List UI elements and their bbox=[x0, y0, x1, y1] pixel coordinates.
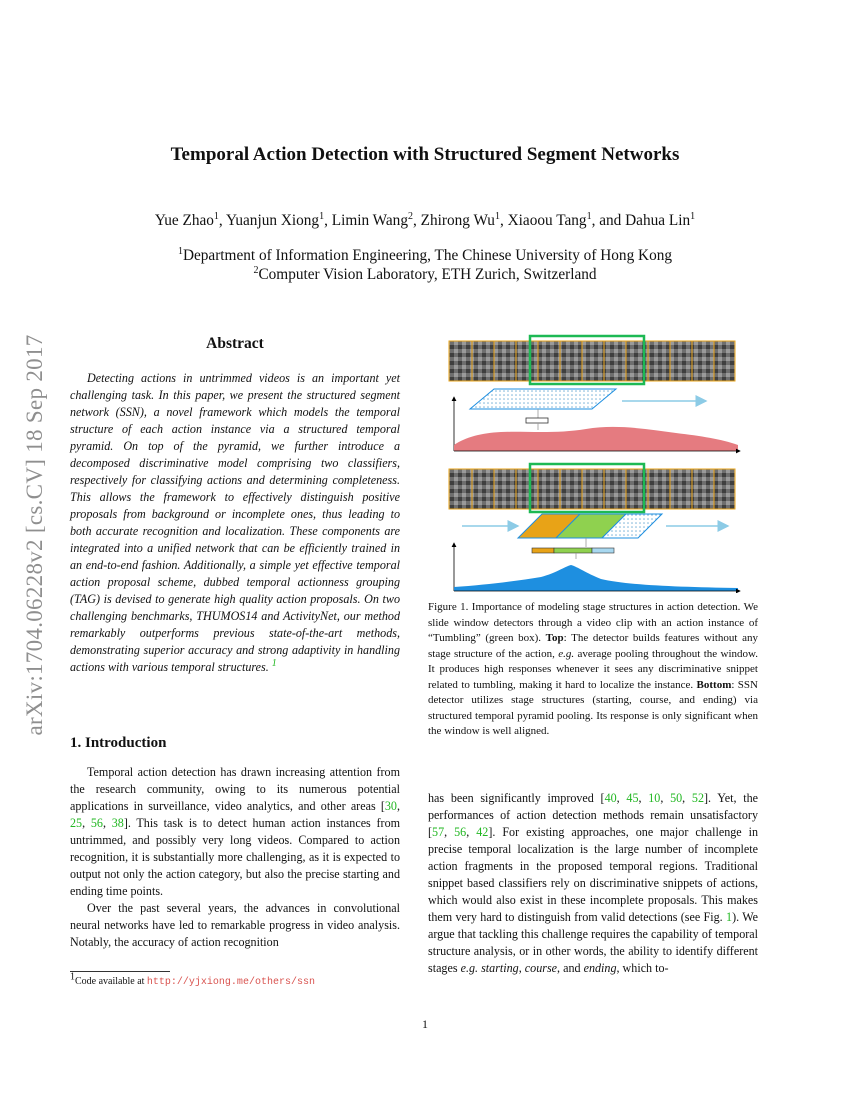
footnote-num: 1 bbox=[70, 971, 75, 983]
author: Dahua Lin bbox=[625, 212, 691, 229]
intro-left-column bbox=[70, 764, 400, 951]
author-aff: 2 bbox=[407, 210, 413, 222]
abstract-body bbox=[70, 370, 400, 676]
affiliation-num: 1 bbox=[177, 245, 183, 257]
top-frame-strip bbox=[449, 336, 735, 384]
pool-course bbox=[554, 548, 592, 553]
text-run: Importance of modeling stage structures in action detection. We slide window detectors through a video clip with an action instance of “Tumbling” (green box). bbox=[428, 601, 758, 644]
author-sep: , bbox=[412, 212, 421, 229]
pool-ending bbox=[592, 548, 614, 553]
text-run: average pooling throughout the window. It produces high responses whenever it sees any discriminative snippet related to tumbling, making it hard to localize the instance. bbox=[428, 647, 758, 691]
text-run: , and bbox=[557, 961, 584, 975]
citation-link[interactable]: 56 bbox=[454, 825, 467, 839]
intro-paragraph-2: Over the past several years, the advances in convolutional neural networks have led to remarkable progress in video analysis. Notably, the accuracy of action recognition bbox=[70, 901, 400, 949]
author: Yuanjun Xiong bbox=[226, 212, 320, 229]
author-aff: 1 bbox=[690, 210, 696, 222]
footnote-link[interactable]: 1 bbox=[271, 657, 277, 669]
figure-1-caption bbox=[428, 600, 758, 740]
citation-link[interactable]: 50 bbox=[670, 791, 683, 805]
code-url-link[interactable]: http://yjxiong.me/others/ssn bbox=[146, 977, 315, 988]
caption-label: Figure 1. bbox=[428, 601, 469, 613]
pool-starting bbox=[532, 548, 554, 553]
affiliation-text: Computer Vision Laboratory, ETH Zurich, Switzerland bbox=[258, 266, 597, 283]
text-run: ]. For existing approaches, one major challenge in precise temporal localization is the large number of incomplete action fragments in the proposed temporal regions. Traditional snippet based classifiers rely on discriminative snippets of actions, which would also exist in these incomplete proposals. This makes them very hard to distinguish from valid detections (see Fig. bbox=[428, 825, 759, 924]
section-heading-introduction: 1. Introduction bbox=[70, 735, 167, 751]
footnote-text: Code available at bbox=[75, 976, 147, 987]
affiliation-2 bbox=[0, 266, 850, 284]
footnote-divider bbox=[70, 971, 170, 972]
footnote bbox=[70, 971, 315, 988]
text-run: ). We argue that tackling this challenge requires the capability of temporal structure analysis, or in other words, the ability to identify different stages bbox=[428, 910, 759, 975]
author-aff: 1 bbox=[319, 210, 325, 222]
citation-link[interactable]: 42 bbox=[476, 825, 489, 839]
text-run: e.g. bbox=[460, 961, 479, 975]
citation-link[interactable]: 56 bbox=[90, 816, 103, 830]
affiliation-text: Department of Information Engineering, The Chinese University of Hong Kong bbox=[182, 247, 673, 264]
abstract-text: Detecting actions in untrimmed videos is an important yet challenging task. In this paper, we present the structured segment network (SSN), a novel framework which models the temporal structure of each action instance via a structured temporal pyramid. On top of the pyramid, we further introduce a decomposed discriminative model comprising two classifiers, respectively for classifying actions and determining completeness. This allows the framework to effectively distinguish positive proposals from background or incomplete ones, thus leading to both accurate recognition and localization. These components are integrated into a unified network that can be efficiently trained in an end-to-end fashion. Additionally, a simple yet effective temporal action proposal scheme, dubbed temporal actionness grouping (TAG) is devised to generate high quality action proposals. On two challenging benchmarks, THUMOS14 and ActivityNet, our method remarkably outperforms previous state-of-the-art methods, demonstrating superior accuracy and strong adaptivity in handling actions with various temporal structures. bbox=[70, 371, 400, 674]
author-sep: , bbox=[324, 212, 332, 229]
page-number: 1 bbox=[422, 1017, 428, 1031]
citation-link[interactable]: 45 bbox=[626, 791, 639, 805]
text-run: Temporal action detection has drawn increasing attention from the research community, owing to its numerous potential applications in surveillance, video analytics, and other areas [ bbox=[70, 765, 400, 813]
top-window bbox=[470, 389, 616, 409]
intro-right-column: has been significantly improved [40, 45, 10, 50, 52]. Yet, the performances of action detection methods remain unsatisfactory [57, 56, 42]. For existing approaches, one major challenge in precise temporal localization is the large number of incomplete action fragments in the proposed temporal regions. Traditional snippet based classifiers rely on discriminative snippets of actions, which would also exist in these incomplete proposals. This makes them very hard to distinguish from valid detections (see Fig. 1). We argue that tackling this challenge requires the capability of temporal structure analysis, or in other words, the ability to identify different stages e.g. starting, course, and ending, which to- bbox=[428, 791, 759, 975]
bottom-response-curve bbox=[454, 565, 738, 591]
citation-link[interactable]: 52 bbox=[691, 791, 704, 805]
author: Yue Zhao bbox=[154, 212, 214, 229]
citation-link[interactable]: 38 bbox=[111, 816, 124, 830]
text-run: has been significantly improved [ bbox=[428, 791, 605, 805]
text-run: , which to- bbox=[616, 961, 669, 975]
text-run: : The detector builds features without any stage structure of the action, bbox=[428, 632, 758, 660]
text-run: ]. Yet, the performances of action detection methods remain unsatisfactory [ bbox=[428, 791, 759, 839]
author-aff: 1 bbox=[494, 210, 500, 222]
intro-paragraph-1: Temporal action detection has drawn increasing attention from the research community, owing to its numerous potential applications in surveillance, video analytics, and other areas [30, 25, 56, 38]. This task is to detect human action instances from untrimmed, and possibly very long videos. Compared to action recognition, it is substantially more challenging, as it is expected to output not only the action category, but also the precise starting and ending time points. bbox=[70, 765, 401, 898]
figure-link[interactable]: 1 bbox=[726, 910, 733, 924]
author: Zhirong Wu bbox=[420, 212, 495, 229]
text-run: Top bbox=[545, 632, 564, 644]
text-run: starting bbox=[481, 961, 519, 975]
paper-title: Temporal Action Detection with Structured Segment Networks bbox=[170, 144, 680, 165]
text-run: ending bbox=[583, 961, 617, 975]
affiliation-num: 2 bbox=[253, 264, 259, 276]
top-response-curve bbox=[454, 427, 738, 451]
top-pool-box bbox=[526, 418, 548, 423]
abstract-heading: Abstract bbox=[206, 335, 264, 352]
citation-link[interactable]: 30 bbox=[384, 799, 397, 813]
text-run: ]. This task is to detect human action instances from untrimmed, and possibly very long videos. Compared to action recognition, it is substantially more challenging, as it is expected to output not only the action category, but also the precise starting and ending time points. bbox=[70, 816, 401, 898]
author: Xiaoou Tang bbox=[507, 212, 587, 229]
figure-1 bbox=[446, 333, 746, 593]
bottom-frame-strip bbox=[449, 464, 735, 512]
text-run: : SSN detector utilizes stage structures (starting, course, and ending) via structured temporal pyramid pooling. Its response is only significant when the window is well aligned. bbox=[428, 678, 758, 737]
author-sep: , bbox=[499, 212, 508, 229]
arxiv-stamp-text: arXiv:1704.06228v2 [cs.CV] 18 Sep 2017 bbox=[22, 334, 47, 736]
text-run: e.g. bbox=[558, 647, 575, 660]
author-list bbox=[0, 212, 850, 230]
citation-link[interactable]: 57 bbox=[432, 825, 445, 839]
author: Limin Wang bbox=[331, 212, 408, 229]
citation-link[interactable]: 25 bbox=[70, 816, 83, 830]
author-aff: 1 bbox=[586, 210, 592, 222]
text-run: course bbox=[524, 961, 558, 975]
author-sep: , and bbox=[591, 212, 626, 229]
affiliation-1 bbox=[0, 247, 850, 265]
citation-link[interactable]: 10 bbox=[648, 791, 661, 805]
author-sep: , bbox=[218, 212, 227, 229]
text-run: Bottom bbox=[696, 678, 732, 691]
author-aff: 1 bbox=[213, 210, 219, 222]
citation-link[interactable]: 40 bbox=[604, 791, 617, 805]
